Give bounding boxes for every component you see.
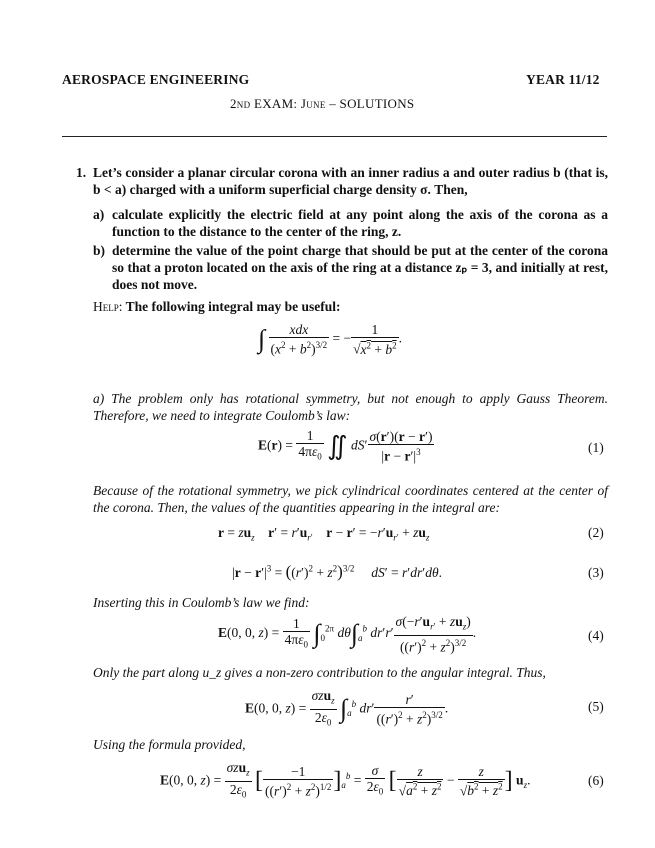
equation-5: E(0, 0, z) = $\frac{\sigma zu_z}{2\varepsilon_0}$ $\int_a^b$ dr′ $\frac{r'}{((r')^2 + z^2)^{3/2}}$ . [245,688,449,728]
header-rule [62,136,607,137]
help-line [93,298,341,315]
equation-4-number: (4) [588,628,604,643]
equation-5-number: (5) [588,699,604,714]
help-label: Help: [93,299,123,314]
equation-4: E(0, 0, z) = $\frac{1}{4\pi\varepsilon_0}$ $\int_0^{2\pi}$ $d\theta\int_a^b$ dr′r′ $\frac{\sigma(-r'u_{r'} + zu_z)}{((r')^2 + z^2)^{3/2}}$ . [218,614,477,655]
part-a-text: calculate explicitly the electric field at any point along the axis of the corona as a function to the distance to the center of the ring, z. [112,207,608,239]
help-text: The following integral may be useful: [125,299,341,314]
course-title: AEROSPACE ENGINEERING [62,72,250,87]
help-integral: ∫ $\frac{\text{xdx}}{(x^2 + b^2)^{3/2}}$ = − $\frac{1}{√x^2 + b^2}$ . [258,322,403,357]
exam-subtitle [230,96,414,112]
equation-3-number: (3) [588,565,604,580]
equation-2: $r = zu_z$ $r' = r'u_{r'}$ $r - r' = -r'u_{r'} + zu_z$ [218,525,430,543]
equation-2-number: (2) [588,525,604,540]
solution-para-1: a) The problem only has rotational symmetry, but not enough to apply Gauss Theorem. Therefore, we need to integrate Coulomb’s law: [93,391,608,423]
solution-para-4: Only the part along u_z gives a non-zero contribution to the angular integral. Thus, [93,665,546,680]
problem-intro: Let’s consider a planar circular corona with an inner radius a and outer radius b (that is, b < a) charged with a uniform superficial charge density σ. Then, [93,165,608,197]
equation-1-number: (1) [588,440,604,455]
equation-6-number: (6) [588,773,604,788]
part-b-text: determine the value of the point charge that should be put at the center of the corona so that a proton located on the axis of the ring at a distance zₚ = 3, and initially at rest, does not move. [112,243,608,292]
problem-number: 1. [76,165,87,180]
year-label: YEAR 11/12 [526,72,600,87]
equation-1: E(r) = $\frac{1}{4\pi\varepsilon_0}$ ∬ dS′ $\frac{\sigma(r')(r - r')}{|r - r'|^3}$ [258,428,433,464]
part-b-label: b) [93,243,106,258]
equation-6: E(0, 0, z) = $\frac{\sigma zu_z}{2\varepsilon_0}$ [ $\frac{-1}{((r')^2 + z^2)^{1/2}}$ ]$_a^b$ = $\frac{\sigma}{2\varepsilon_0}$ [ $\frac{z}{√a^2 + z^2}$ − $\frac{z}{√b^2 + z^2}$ ] $u_z$. [160,760,531,800]
solution-para-2: Because of the rotational symmetry, we pick cylindrical coordinates centered at the center of the corona. Then, the values of the quantities appearing in the integral are: [93,483,608,515]
part-a-label: a) [93,207,105,222]
solution-para-5: Using the formula provided, [93,737,246,752]
solution-para-3: Inserting this in Coulomb’s law we find: [93,595,310,610]
equation-3: $|r - r'|^3 = ((r')^2 + z^2)^{3/2}$ dS′ = r′dr′dθ. [232,562,442,581]
exam-subtitle-text: 2nd EXAM: June – SOLUTIONS [230,96,415,111]
